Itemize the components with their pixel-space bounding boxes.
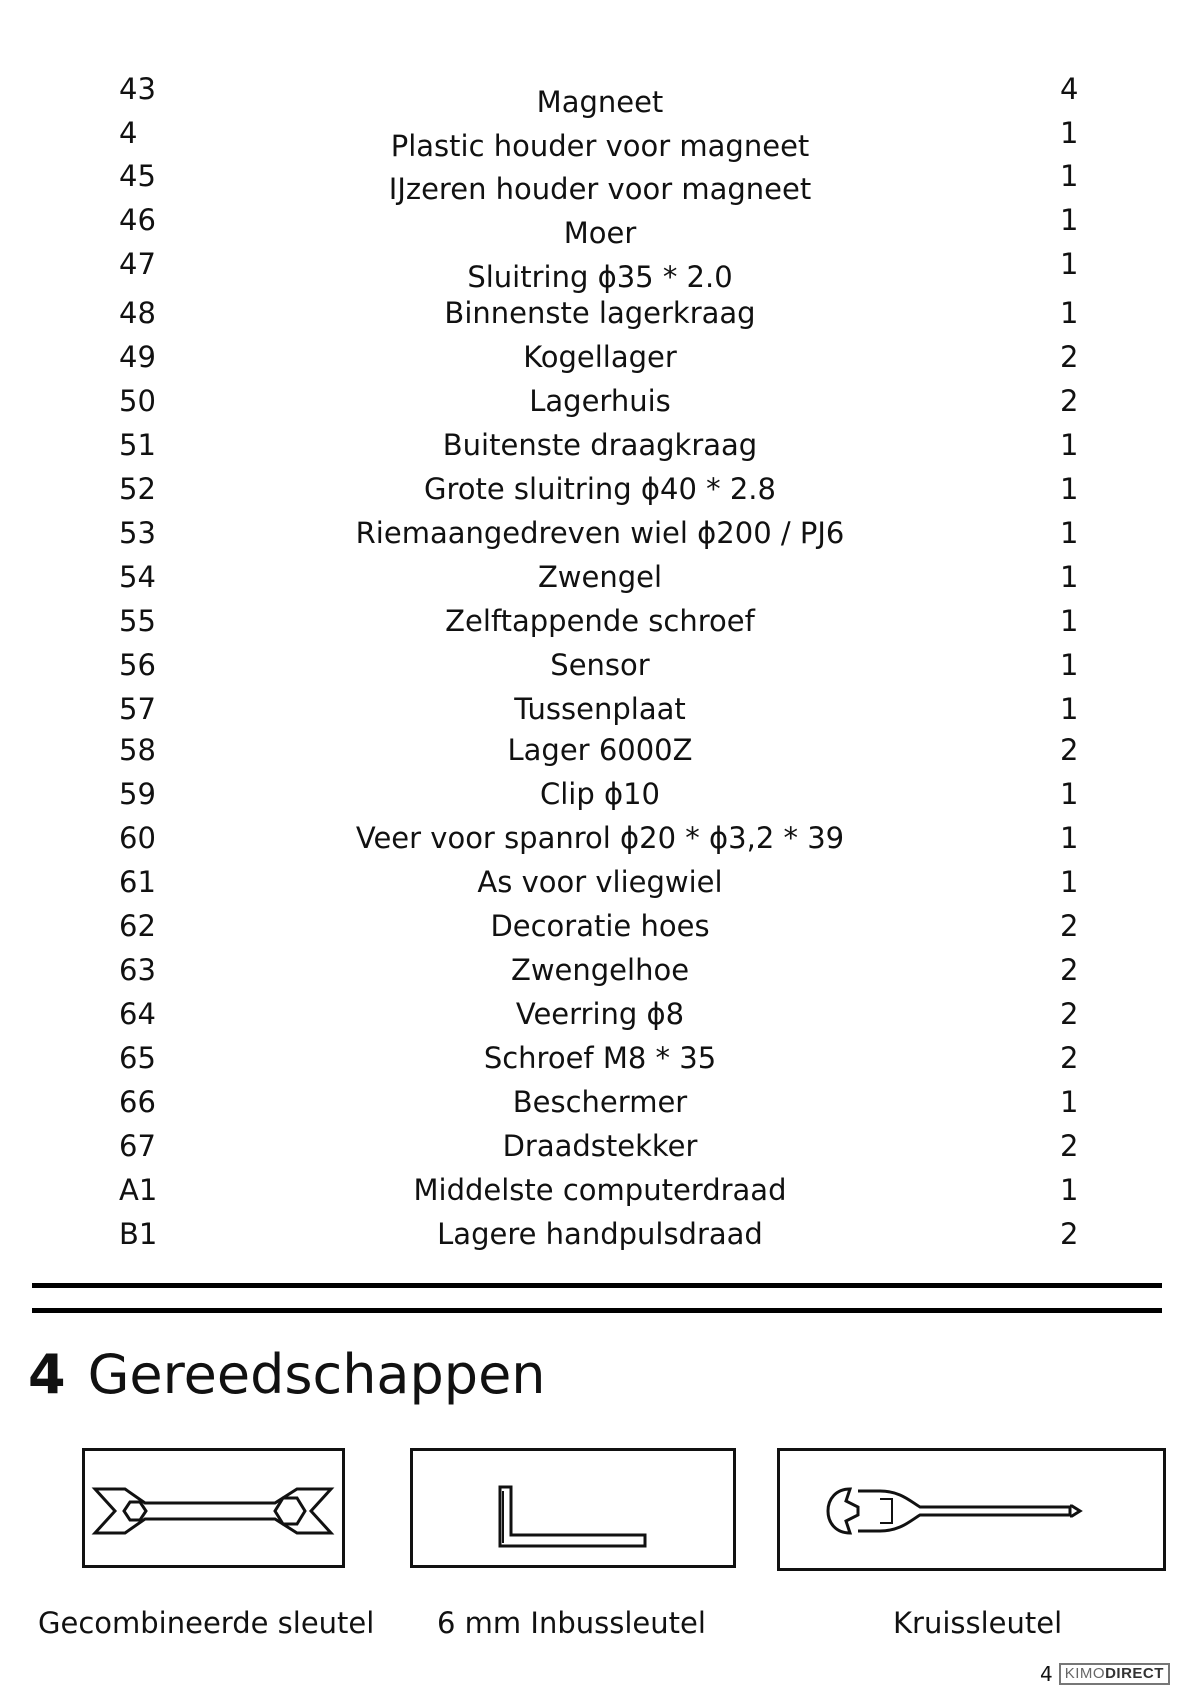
allen-key-icon [413,1451,733,1565]
part-quantity: 1 [1060,296,1079,330]
part-quantity: 1 [1060,648,1079,682]
part-name: Grote sluitring ϕ40 * 2.8 [424,472,776,506]
part-name: Zwengelhoe [510,953,690,987]
part-number: 50 [119,384,156,418]
part-number: 59 [119,777,156,811]
list-item [0,1082,1191,1122]
part-number: A1 [119,1173,158,1207]
list-item [0,557,1191,597]
list-item [0,601,1191,641]
list-item [0,689,1191,729]
list-item [0,469,1191,509]
part-quantity: 2 [1060,909,1079,943]
tool-label-allen-key: 6 mm Inbussleutel [437,1606,706,1640]
list-item [0,906,1191,946]
part-name: Moer [563,216,637,250]
list-item [0,425,1191,465]
part-quantity: 1 [1060,203,1079,237]
section-heading [28,1340,546,1410]
list-item [0,156,1191,206]
part-quantity: 1 [1060,247,1079,281]
part-name: Zelftappende schroef [445,604,755,638]
part-name: Lagere handpulsdraad [437,1217,763,1251]
divider-line-top [32,1283,1162,1288]
list-item [0,950,1191,990]
list-item [0,337,1191,377]
part-number: B1 [119,1217,158,1251]
part-quantity: 4 [1060,72,1079,106]
part-quantity: 2 [1060,1041,1079,1075]
part-quantity: 1 [1060,865,1079,899]
list-item [0,1038,1191,1078]
part-name: Beschermer [512,1085,688,1119]
part-name: Binnenste lagerkraag [444,296,756,330]
page-footer [1040,1663,1170,1685]
part-quantity: 2 [1060,997,1079,1031]
part-quantity: 1 [1060,1173,1079,1207]
part-name: Tussenplaat [514,692,686,726]
section-title: Gereedschappen [87,1343,546,1406]
part-number: 43 [119,72,156,106]
part-number: 63 [119,953,156,987]
list-item [0,293,1191,333]
list-item [0,1126,1191,1166]
part-name: IJzeren houder voor magneet [388,172,812,206]
list-item [0,381,1191,421]
part-quantity: 2 [1060,1217,1079,1251]
part-name: Magneet [536,85,664,119]
part-name: Clip ϕ10 [539,777,661,811]
part-name: Middelste computerdraad [413,1173,787,1207]
part-name: Sensor [550,648,650,682]
tool-label-cross-wrench: Kruissleutel [893,1606,1063,1640]
part-name: Draadstekker [502,1129,698,1163]
part-number: 55 [119,604,156,638]
part-quantity: 1 [1060,604,1079,638]
part-number: 48 [119,296,156,330]
tool-label-combination-wrench: Gecombineerde sleutel [38,1606,375,1640]
page-number: 4 [1040,1662,1053,1686]
part-quantity: 2 [1060,340,1079,374]
list-item [0,645,1191,685]
list-item [0,730,1191,770]
part-number: 65 [119,1041,156,1075]
part-number: 56 [119,648,156,682]
part-quantity: 1 [1060,516,1079,550]
part-quantity: 1 [1060,821,1079,855]
part-number: 47 [119,247,156,281]
part-number: 57 [119,692,156,726]
part-number: 46 [119,203,156,237]
part-name: As voor vliegwiel [477,865,723,899]
list-item [0,994,1191,1034]
part-number: 67 [119,1129,156,1163]
part-number: 51 [119,428,156,462]
part-number: 45 [119,159,156,193]
part-number: 66 [119,1085,156,1119]
combination-wrench-icon [85,1451,342,1565]
part-number: 4 [119,116,138,150]
part-number: 61 [119,865,156,899]
part-number: 58 [119,733,156,767]
list-item [0,818,1191,858]
brand-logo: KIMODIRECT [1059,1663,1170,1685]
part-name: Lager 6000Z [507,733,693,767]
part-number: 64 [119,997,156,1031]
tool-image-cross-wrench [777,1448,1166,1571]
part-number: 49 [119,340,156,374]
list-item [0,1214,1191,1254]
part-quantity: 1 [1060,159,1079,193]
list-item [0,200,1191,250]
cross-wrench-icon [780,1451,1163,1568]
divider-line-bottom [32,1308,1162,1313]
part-quantity: 2 [1060,953,1079,987]
part-number: 52 [119,472,156,506]
list-item [0,113,1191,163]
tool-image-allen-key [410,1448,736,1568]
part-name: Veer voor spanrol ϕ20 * ϕ3,2 * 39 [355,821,845,855]
part-quantity: 2 [1060,733,1079,767]
list-item [0,774,1191,814]
part-quantity: 1 [1060,472,1079,506]
part-number: 53 [119,516,156,550]
part-quantity: 1 [1060,777,1079,811]
part-name: Riemaangedreven wiel ϕ200 / PJ6 [355,516,845,550]
list-item [0,513,1191,553]
list-item [0,1170,1191,1210]
part-name: Sluitring ϕ35 * 2.0 [467,260,733,294]
part-name: Plastic houder voor magneet [390,129,810,163]
part-quantity: 1 [1060,1085,1079,1119]
part-quantity: 2 [1060,1129,1079,1163]
part-name: Zwengel [537,560,663,594]
part-name: Lagerhuis [529,384,671,418]
part-name: Buitenste draagkraag [442,428,758,462]
list-item [0,69,1191,119]
part-quantity: 1 [1060,428,1079,462]
part-number: 62 [119,909,156,943]
part-name: Schroef M8 * 35 [483,1041,717,1075]
part-quantity: 1 [1060,560,1079,594]
list-item [0,244,1191,294]
part-name: Decoratie hoes [490,909,710,943]
part-quantity: 1 [1060,116,1079,150]
part-quantity: 1 [1060,692,1079,726]
tool-image-combination-wrench [82,1448,345,1568]
part-name: Kogellager [523,340,677,374]
part-number: 60 [119,821,156,855]
part-name: Veerring ϕ8 [515,997,685,1031]
part-number: 54 [119,560,156,594]
section-number: 4 [28,1343,66,1406]
list-item [0,862,1191,902]
part-quantity: 2 [1060,384,1079,418]
